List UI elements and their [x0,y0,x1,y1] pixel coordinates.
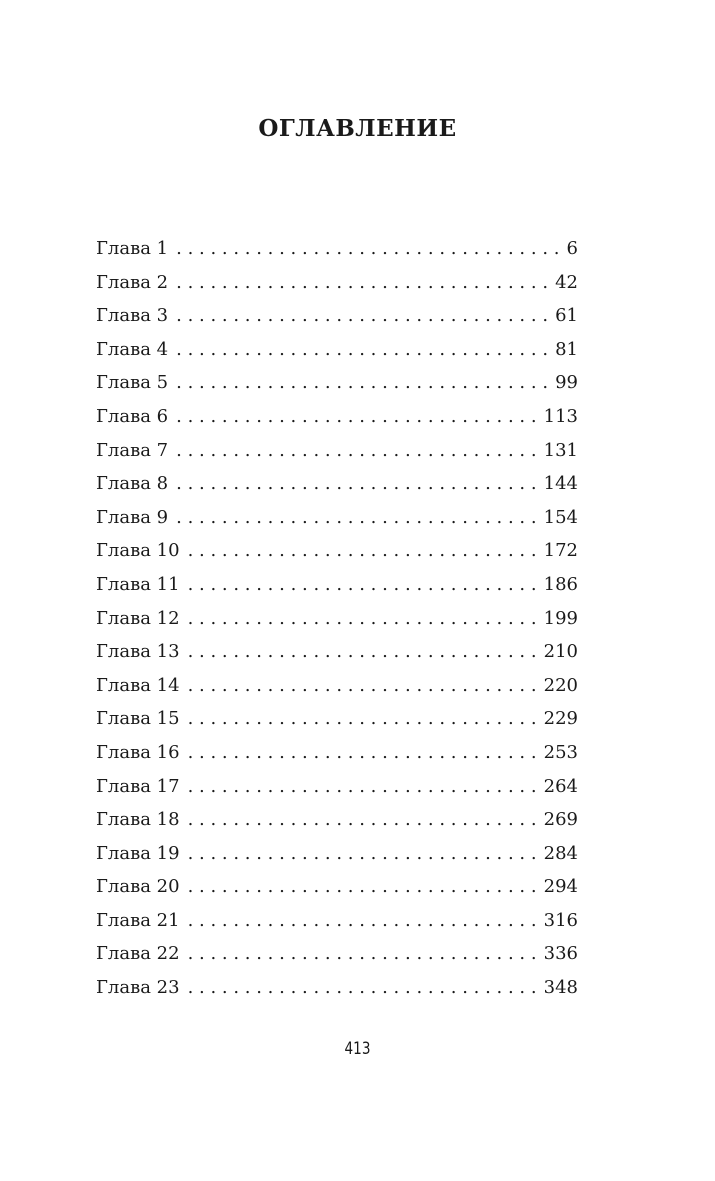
toc-dot-leader [188,669,536,703]
toc-entry-label: Глава 19 [96,842,180,864]
toc-dot-leader [188,770,536,804]
toc-entry[interactable] [96,702,578,736]
toc-entry-label: Глава 18 [96,809,180,831]
toc-entry-page: 6 [566,238,578,259]
toc-entry-label: Глава 17 [96,775,180,797]
toc-entry-label: Глава 13 [96,641,180,663]
toc-entry[interactable] [96,736,578,770]
toc-entry[interactable] [96,400,578,434]
toc-dot-leader [176,266,547,300]
toc-dot-leader [188,803,536,837]
toc-dot-leader [188,971,536,1005]
toc-entry-label: Глава 8 [96,473,169,495]
toc-entry[interactable] [96,937,578,971]
toc-dot-leader [176,333,547,367]
toc-entry[interactable] [96,770,578,804]
toc-entry-page: 294 [543,876,578,898]
toc-entry[interactable] [96,971,578,1005]
page-number: 413 [344,1039,371,1059]
toc-entry[interactable] [96,434,578,468]
toc-dot-leader [188,736,536,770]
toc-dot-leader [188,602,536,636]
toc-entry-label: Глава 21 [96,909,180,931]
toc-entry-label: Глава 3 [96,305,169,327]
toc-entry-label: Глава 12 [96,607,180,629]
toc-entry-label: Глава 20 [96,876,180,898]
toc-entry[interactable] [96,467,578,501]
toc-entry-label: Глава 4 [96,338,169,360]
toc-entry-page: 61 [555,305,578,327]
toc-entry-page: 220 [543,674,578,696]
toc-entry[interactable] [96,232,578,266]
toc-entry-page: 99 [555,372,578,394]
toc-entry-page: 154 [543,506,578,528]
toc-dot-leader [188,870,536,904]
toc-entry[interactable] [96,837,578,871]
toc-entry[interactable] [96,904,578,938]
toc-entry[interactable] [96,803,578,837]
toc-dot-leader [188,937,536,971]
toc-entry-label: Глава 6 [96,405,169,427]
toc-dot-leader [188,702,536,736]
toc-entry-label: Глава 22 [96,943,180,965]
toc-dot-leader [176,232,558,266]
toc-dot-leader [176,366,547,400]
toc-entry-page: 348 [543,977,578,999]
page-title: ОГЛАВЛЕНИЕ [258,115,457,142]
toc-entry[interactable] [96,635,578,669]
toc-entry-label: Глава 15 [96,708,180,730]
toc-entry-page: 186 [543,573,578,595]
toc-entry-label: Глава 9 [96,506,169,528]
toc-dot-leader [176,434,536,468]
toc-dot-leader [176,467,536,501]
table-of-contents [96,232,578,1005]
toc-entry-page: 264 [543,775,578,797]
toc-entry-page: 284 [543,842,578,864]
toc-entry-label: Глава 23 [96,977,180,999]
toc-entry[interactable] [96,366,578,400]
toc-entry[interactable] [96,870,578,904]
toc-entry-page: 113 [543,405,578,427]
toc-dot-leader [188,568,536,602]
toc-entry[interactable] [96,568,578,602]
toc-entry-label: Глава 7 [96,439,169,461]
toc-entry-page: 131 [543,439,578,461]
toc-entry-page: 210 [543,641,578,663]
toc-entry-label: Глава 14 [96,674,180,696]
toc-dot-leader [176,400,536,434]
toc-entry-page: 172 [543,540,578,562]
toc-entry-page: 229 [543,708,578,730]
toc-entry-page: 253 [543,741,578,763]
toc-entry[interactable] [96,602,578,636]
toc-entry[interactable] [96,501,578,535]
toc-entry[interactable] [96,534,578,568]
toc-entry[interactable] [96,299,578,333]
toc-entry-page: 269 [543,809,578,831]
toc-dot-leader [188,635,536,669]
toc-dot-leader [188,904,536,938]
toc-entry[interactable] [96,669,578,703]
toc-dot-leader [176,299,547,333]
toc-entry-page: 316 [543,909,578,931]
toc-dot-leader [188,534,536,568]
toc-entry-label: Глава 11 [96,573,180,595]
toc-entry-page: 81 [555,338,578,360]
toc-entry-page: 199 [543,607,578,629]
toc-dot-leader [176,501,536,535]
toc-entry-label: Глава 10 [96,540,180,562]
toc-entry-page: 42 [555,271,578,293]
toc-entry[interactable] [96,333,578,367]
toc-entry-page: 336 [543,943,578,965]
toc-entry-label: Глава 5 [96,372,169,394]
toc-dot-leader [188,837,536,871]
toc-entry[interactable] [96,266,578,300]
toc-entry-label: Глава 16 [96,741,180,763]
toc-entry-label: Глава 1 [96,238,169,259]
toc-entry-page: 144 [543,473,578,495]
toc-entry-label: Глава 2 [96,271,169,293]
